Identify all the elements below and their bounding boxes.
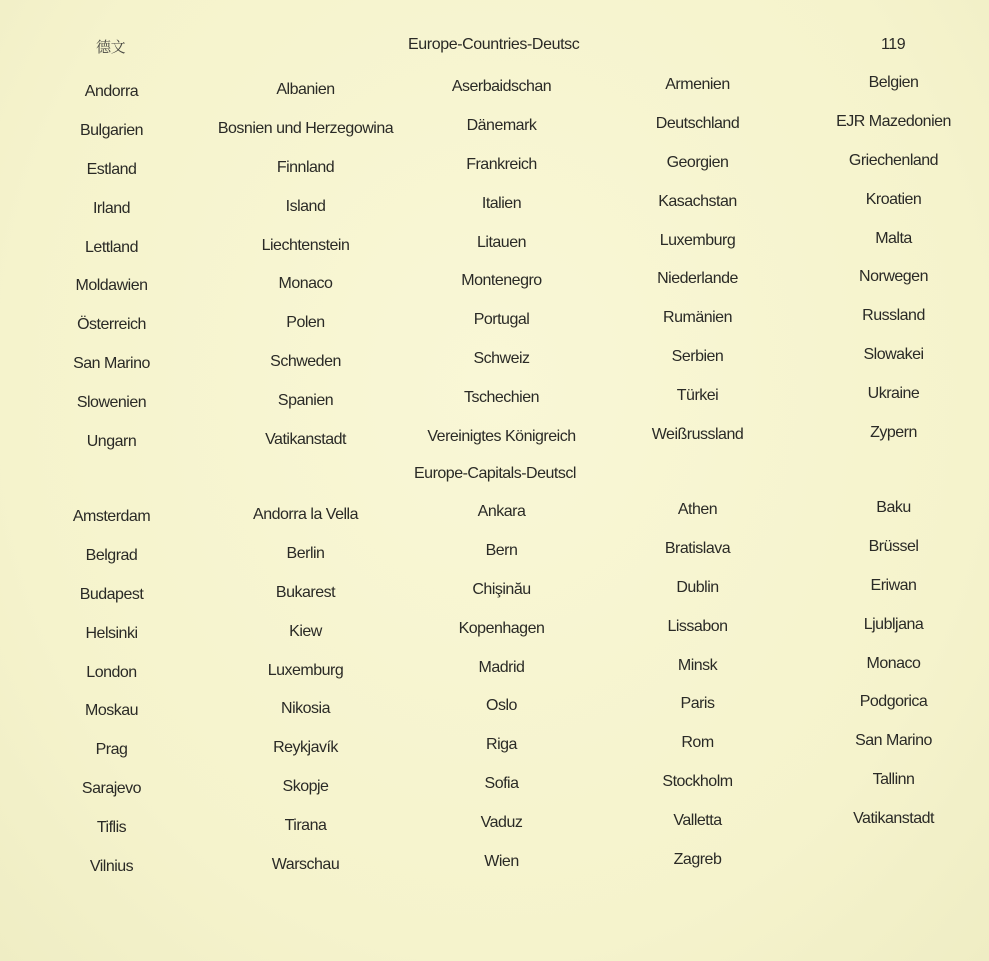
table-cell: Belgien <box>868 74 919 91</box>
table-cell: Spanien <box>277 392 334 410</box>
table-cell: Chişinău <box>472 580 531 598</box>
table-cell: Luxemburg <box>267 661 344 679</box>
table-cell: Helsinki <box>85 624 138 642</box>
table-row <box>14 422 989 461</box>
table-cell: Dublin <box>676 578 719 596</box>
table-cell: Lissabon <box>667 617 728 635</box>
table-cell: Slowakei <box>863 346 924 364</box>
table-row <box>14 653 989 692</box>
table-row <box>14 769 989 808</box>
table-row <box>14 614 989 653</box>
table-cell: Vaduz <box>480 814 523 832</box>
table-cell: Malta <box>875 229 912 247</box>
table-cell: Bulgarien <box>79 121 144 139</box>
table-cell: Sofia <box>484 775 519 793</box>
language-label: 德文 <box>96 38 126 56</box>
table-row <box>14 847 989 886</box>
table-cell: Madrid <box>478 658 525 676</box>
table-cell: Valletta <box>673 812 722 830</box>
table-cell: Monaco <box>866 654 921 672</box>
table-cell: Sarajevo <box>81 780 142 798</box>
table-cell: Athen <box>677 501 718 518</box>
table-cell: Griechenland <box>848 151 939 169</box>
table-row <box>14 72 989 111</box>
table-cell: Estland <box>86 160 137 178</box>
table-row <box>14 305 989 344</box>
capitals-section-title: Europe-Capitals-Deutscl <box>414 465 576 482</box>
table-cell: Rom <box>681 734 714 752</box>
table-cell: Monaco <box>278 275 333 293</box>
table-cell: Paris <box>680 695 715 713</box>
table-cell: Tiflis <box>96 819 127 837</box>
table-row <box>14 266 989 305</box>
table-cell: Budapest <box>79 585 144 603</box>
table-cell: Bosnien und Herzegowina <box>217 119 394 137</box>
table-cell: Moskau <box>84 702 139 720</box>
table-cell: San Marino <box>855 732 932 750</box>
table-cell: Aserbaidschan <box>451 78 552 95</box>
table-cell: EJR Mazedonien <box>836 112 951 130</box>
table-cell: Liechtenstein <box>261 236 350 254</box>
table-cell: Schweiz <box>473 350 530 368</box>
table-cell: Kiew <box>289 622 322 640</box>
table-row <box>14 536 989 575</box>
table-cell: Vilnius <box>89 858 134 876</box>
table-cell: Finnland <box>276 158 335 176</box>
table-row <box>14 575 989 614</box>
table-row <box>14 730 989 769</box>
page-number: 119 <box>881 36 906 53</box>
table-cell: Russland <box>862 307 925 325</box>
table-cell: Litauen <box>477 233 526 251</box>
page-title: Europe-Countries-Deutsc <box>408 36 580 53</box>
table-cell: Lettland <box>85 238 138 256</box>
table-cell: Moldawien <box>75 277 148 295</box>
table-row <box>14 111 989 150</box>
table-row <box>14 189 989 228</box>
table-cell: Vatikanstadt <box>265 431 346 449</box>
table-cell: Türkei <box>676 387 719 405</box>
table-cell: Minsk <box>677 656 718 674</box>
table-cell: Stockholm <box>662 773 733 791</box>
table-cell: Bern <box>485 541 518 559</box>
table-cell: Berlin <box>286 544 325 562</box>
table-cell: Warschau <box>271 856 340 874</box>
table-cell: Kroatien <box>865 190 922 208</box>
table-cell: Norwegen <box>859 268 928 286</box>
table-cell: Nikosia <box>281 700 330 718</box>
table-cell: Island <box>285 197 326 215</box>
table-row <box>14 228 989 267</box>
table-cell: Dänemark <box>466 116 537 134</box>
table-cell: Riga <box>486 736 517 754</box>
table-cell: Oslo <box>486 697 517 715</box>
table-cell: Italien <box>481 194 522 212</box>
table-cell: Ankara <box>477 503 526 520</box>
table-cell: Montenegro <box>461 272 542 290</box>
table-row <box>14 808 989 847</box>
table-cell: Ljubljana <box>863 615 924 633</box>
table-cell: Georgien <box>666 153 729 171</box>
table-cell: Amsterdam <box>72 508 151 525</box>
table-cell: San Marino <box>73 355 150 373</box>
table-cell: Belgrad <box>85 546 138 564</box>
table-cell: Kopenhagen <box>458 619 545 637</box>
table-cell: Serbien <box>671 348 724 366</box>
table-cell: Weißrussland <box>651 426 744 444</box>
table-cell: Prag <box>95 741 128 759</box>
table-cell: Eriwan <box>870 576 917 594</box>
table-cell: Bratislava <box>664 539 731 557</box>
table-row <box>14 691 989 730</box>
table-cell: Tirana <box>284 817 327 835</box>
table-cell: Zypern <box>870 424 917 442</box>
table-cell: Schweden <box>270 353 341 371</box>
table-cell: London <box>86 663 137 681</box>
table-cell: Wien <box>484 853 519 871</box>
table-cell: Tschechien <box>463 389 540 407</box>
table-cell: Ukraine <box>867 385 920 403</box>
table-cell: Brüssel <box>868 537 919 555</box>
table-row <box>14 344 989 383</box>
table-cell: Deutschland <box>655 114 740 132</box>
table-row <box>14 497 989 536</box>
table-cell: Zagreb <box>673 851 722 869</box>
table-row <box>14 383 989 422</box>
table-cell: Niederlande <box>657 270 738 288</box>
table-cell: Skopje <box>282 778 329 796</box>
table-cell: Österreich <box>77 316 146 334</box>
table-cell: Reykjavík <box>273 739 338 757</box>
table-cell: Luxemburg <box>659 231 736 249</box>
page-header <box>0 36 989 58</box>
table-cell: Vatikanstadt <box>853 810 934 828</box>
table-cell: Baku <box>876 499 911 516</box>
countries-table <box>14 72 989 461</box>
table-cell: Kasachstan <box>658 192 737 210</box>
capitals-table <box>14 497 989 886</box>
table-cell: Tallinn <box>872 771 915 789</box>
table-cell: Albanien <box>276 81 335 98</box>
table-cell: Andorra <box>84 83 139 100</box>
table-row <box>14 150 989 189</box>
table-cell: Frankreich <box>466 155 537 173</box>
table-cell: Ungarn <box>86 433 137 451</box>
table-cell: Rumänien <box>663 309 732 327</box>
table-cell: Armenien <box>665 76 730 93</box>
table-cell: Polen <box>286 314 325 332</box>
table-cell: Irland <box>92 199 131 217</box>
table-cell: Portugal <box>473 311 530 329</box>
table-cell: Andorra la Vella <box>253 506 358 523</box>
table-cell: Podgorica <box>859 693 928 711</box>
table-cell: Slowenien <box>76 394 147 412</box>
table-cell: Vereinigtes Königreich <box>427 428 576 446</box>
table-cell: Bukarest <box>275 583 336 601</box>
